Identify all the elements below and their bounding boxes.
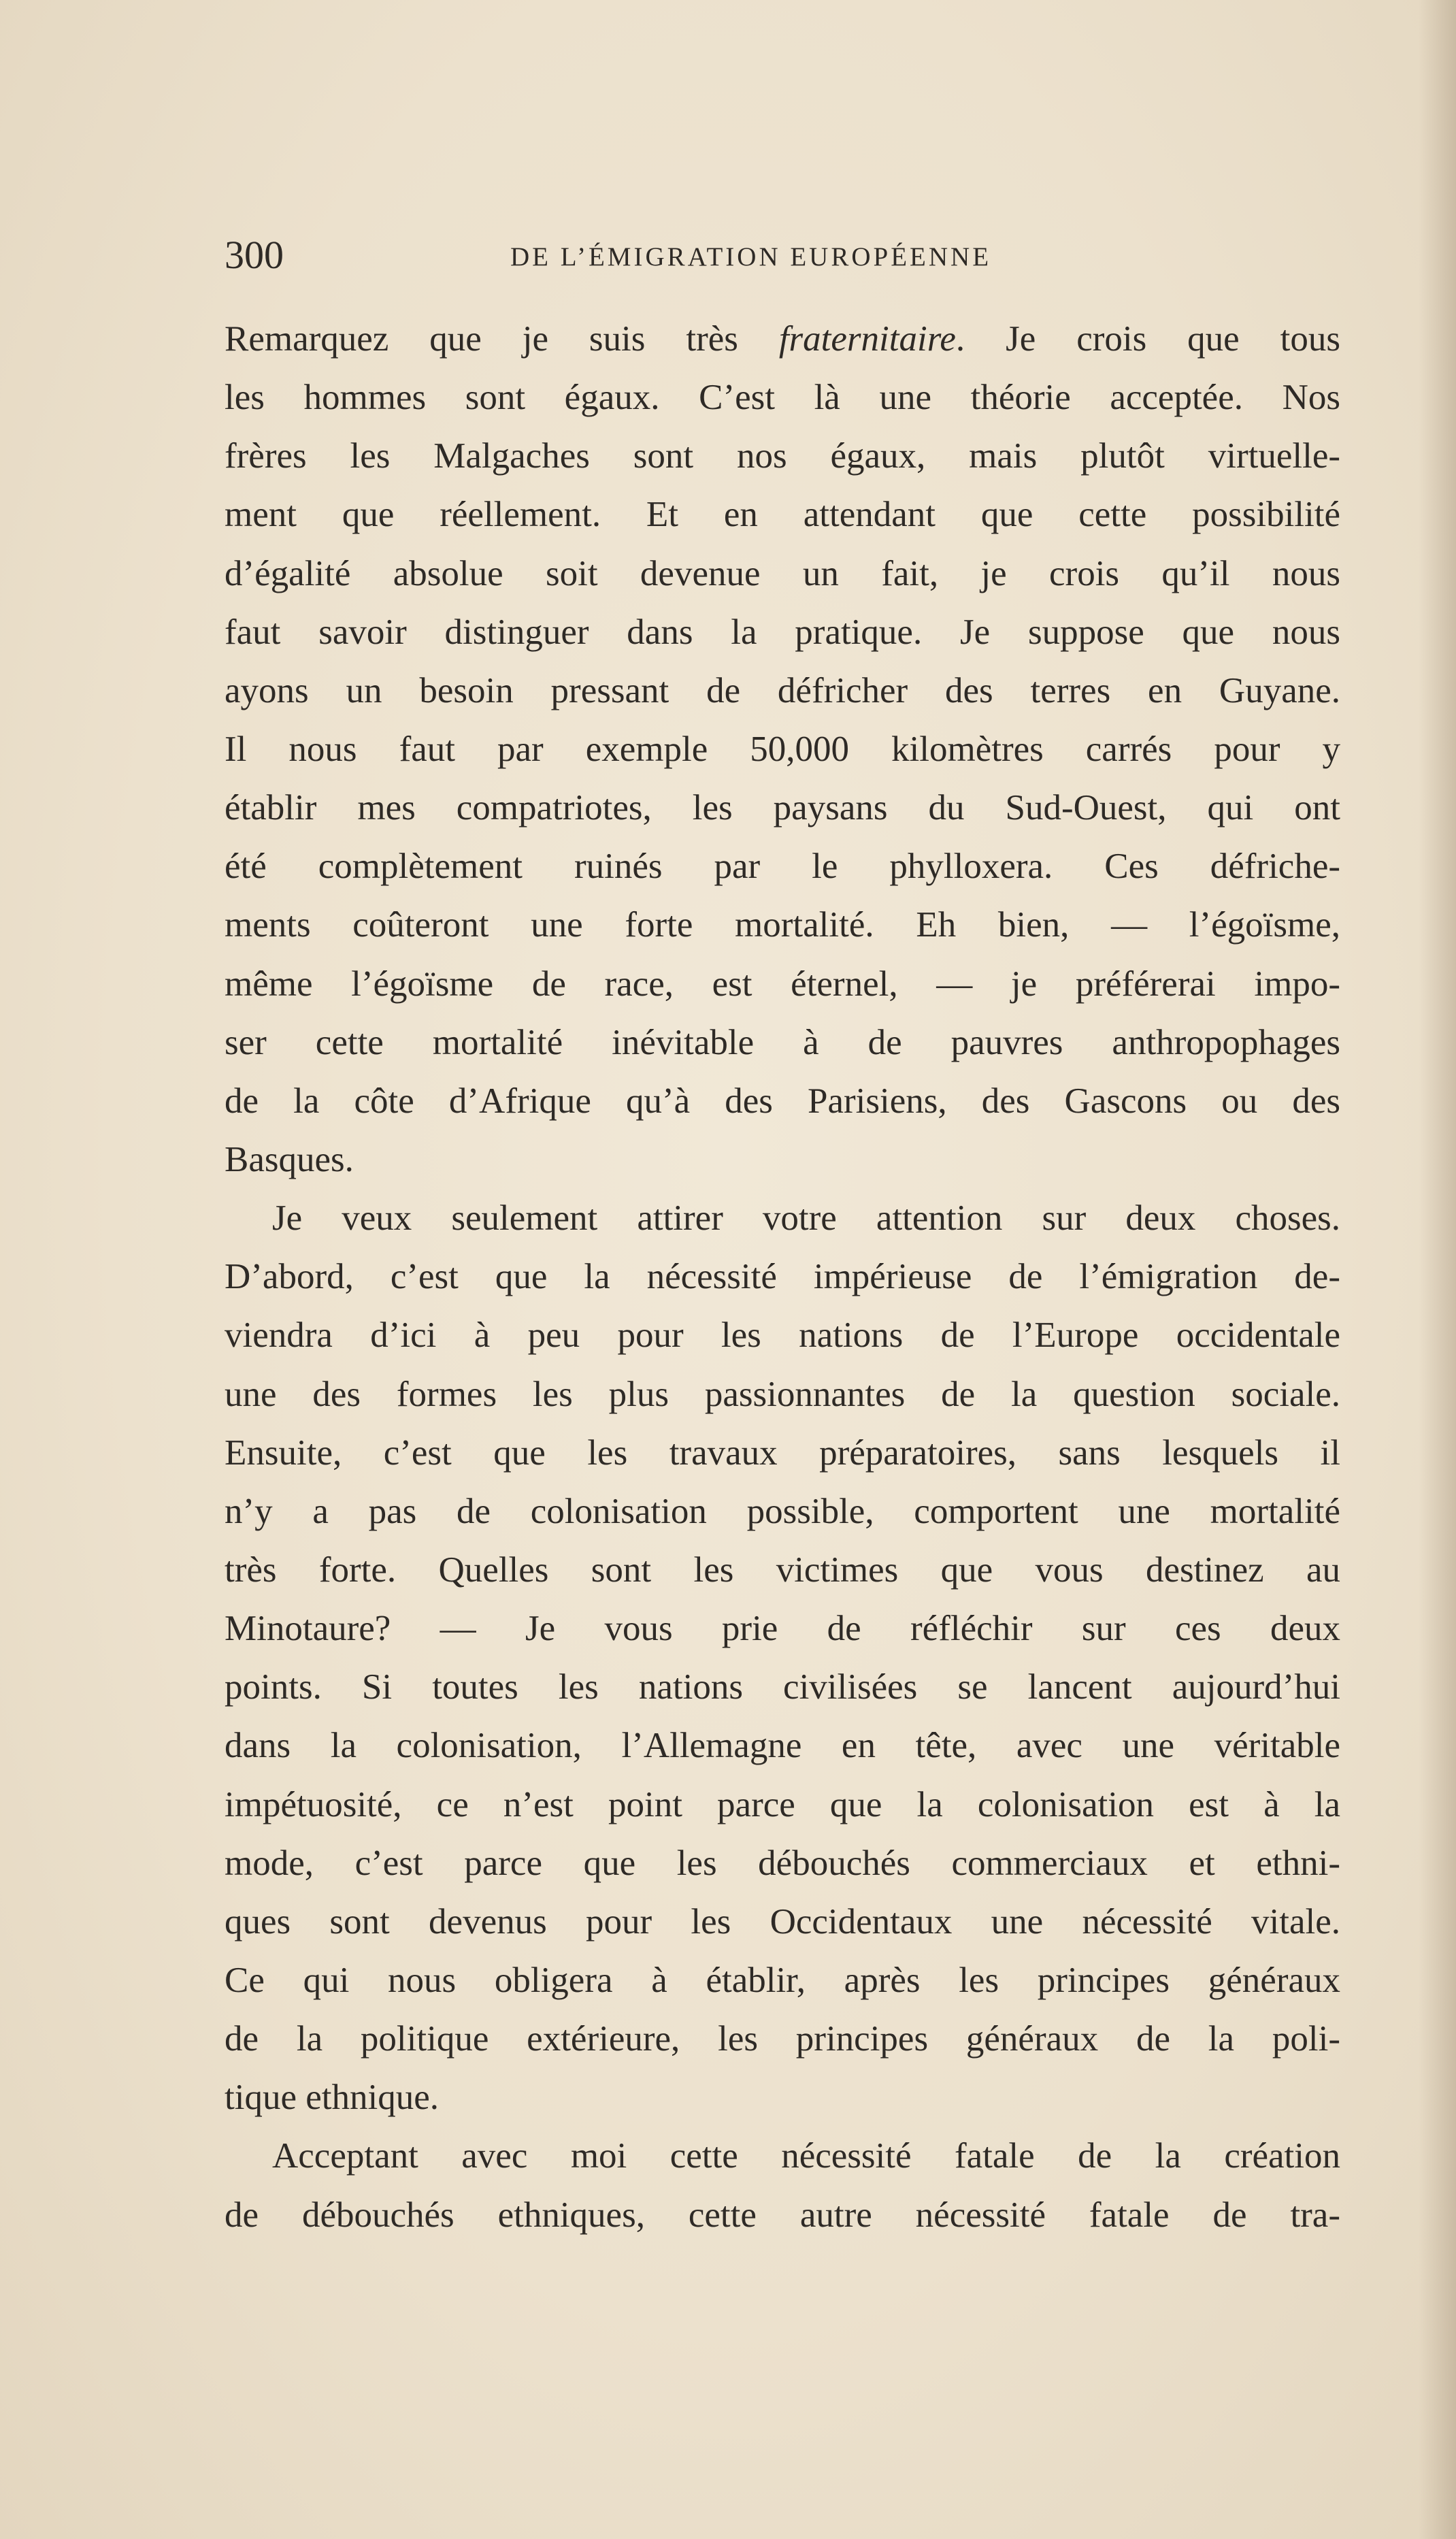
text-line: établir mes compatriotes, les paysans du Sud-Ouest, qui ont	[225, 788, 1340, 828]
text-line: une des formes les plus passionnantes de la question sociale.	[225, 1374, 1340, 1414]
page-edge-shadow	[1419, 0, 1456, 2539]
text-line: ser cette mortalité inévitable à de pauvres anthropophages	[225, 1022, 1340, 1062]
text-line: frères les Malgaches sont nos égaux, mais plutôt virtuelle-	[225, 436, 1340, 476]
text-line: de débouchés ethniques, cette autre nécessité fatale de tra-	[225, 2195, 1340, 2235]
text-line: ments coûteront une forte mortalité. Eh bien, — l’égoïsme,	[225, 905, 1340, 945]
text-line: d’égalité absolue soit devenue un fait, je crois qu’il nous	[225, 553, 1340, 593]
page-header	[225, 231, 1340, 279]
paragraph-2	[225, 1189, 1340, 2127]
text-line: très forte. Quelles sont les victimes que vous destinez au	[225, 1550, 1340, 1590]
text-line: été complètement ruinés par le phylloxera. Ces défriche-	[225, 847, 1340, 887]
text-line: ment que réellement. Et en attendant que cette possibilité	[225, 495, 1340, 535]
text-line: Basques.	[225, 1139, 354, 1179]
text-line: mode, c’est parce que les débouchés commerciaux et ethni-	[225, 1843, 1340, 1883]
text-line: points. Si toutes les nations civilisées se lancent aujourd’hui	[225, 1667, 1340, 1707]
text-line: Minotaure? — Je vous prie de réfléchir sur ces deux	[225, 1609, 1340, 1649]
text-line: ayons un besoin pressant de défricher des terres en Guyane.	[225, 670, 1340, 710]
text-line: impétuosité, ce n’est point parce que la colonisation est à la	[225, 1784, 1340, 1824]
text-line: les hommes sont égaux. C’est là une théorie acceptée. Nos	[225, 378, 1340, 418]
page-number: 300	[225, 233, 284, 277]
text-line: même l’égoïsme de race, est éternel, — je préférerai impo-	[225, 964, 1340, 1004]
text-line	[225, 310, 1340, 368]
text-line: dans la colonisation, l’Allemagne en tête, avec une véritable	[225, 1726, 1340, 1766]
text-segment: . Je crois que tous	[955, 319, 1340, 359]
text-line: de la côte d’Afrique qu’à des Parisiens, des Gascons ou des	[225, 1081, 1340, 1121]
body-text	[225, 310, 1340, 2244]
running-head: DE L’ÉMIGRATION EUROPÉENNE	[510, 242, 992, 272]
text-line: ques sont devenus pour les Occidentaux une nécessité vitale.	[225, 1901, 1340, 1942]
text-line: n’y a pas de colonisation possible, comportent une mortalité	[225, 1491, 1340, 1531]
text-line: Il nous faut par exemple 50,000 kilomètres carrés pour y	[225, 729, 1340, 769]
text-segment: Remarquez que je suis très	[225, 319, 779, 359]
text-line: D’abord, c’est que la nécessité impérieuse de l’émigration de-	[225, 1257, 1340, 1297]
text-line: tique ethnique.	[225, 2078, 439, 2118]
text-line: faut savoir distinguer dans la pratique. Je suppose que nous	[225, 612, 1340, 652]
paragraph-3	[225, 2127, 1340, 2244]
text-line: viendra d’ici à peu pour les nations de l’Europe occidentale	[225, 1315, 1340, 1356]
text-line: Ensuite, c’est que les travaux préparatoires, sans lesquels il	[225, 1432, 1340, 1473]
text-line: Ce qui nous obligera à établir, après les principes généraux	[225, 1960, 1340, 2000]
paragraph-1	[225, 310, 1340, 1189]
text-line: Je veux seulement attirer votre attention sur deux choses.	[272, 1198, 1340, 1239]
text-line: de la politique extérieure, les principes généraux de la poli-	[225, 2019, 1340, 2059]
italic-word: fraternitaire	[778, 319, 956, 359]
text-line: Acceptant avec moi cette nécessité fatale de la création	[272, 2136, 1340, 2176]
